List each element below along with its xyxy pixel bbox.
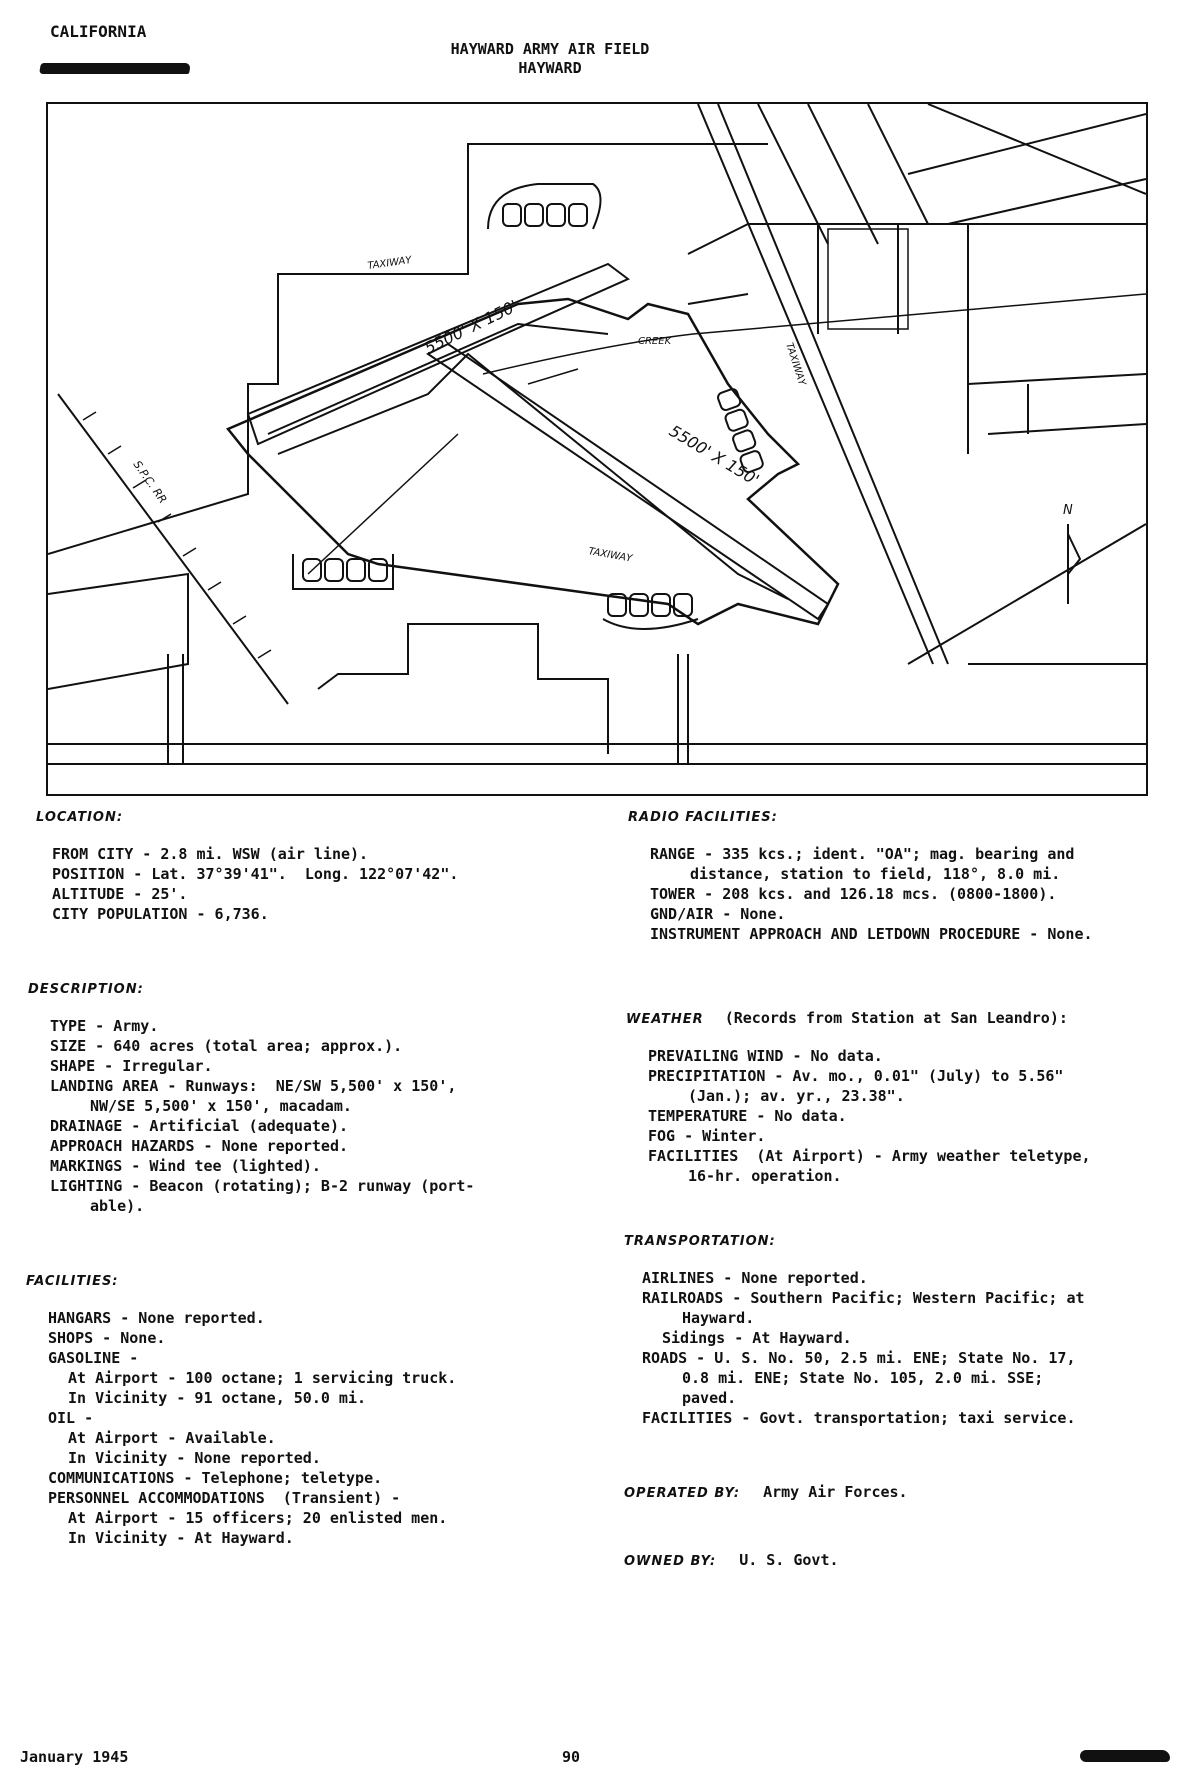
street-grid	[688, 104, 1146, 664]
weather-line: FOG - Winter.	[648, 1127, 766, 1145]
radio-line: INSTRUMENT APPROACH AND LETDOWN PROCEDURE - None.	[650, 925, 1093, 943]
page-title	[350, 40, 750, 78]
description-line: SIZE - 640 acres (total area; approx.).	[50, 1037, 403, 1055]
operated-value: Army Air Forces.	[763, 1483, 908, 1501]
radio-heading: RADIO FACILITIES:	[628, 810, 778, 825]
airfield-pavement	[228, 299, 838, 624]
transportation-line: Sidings - At Hayward.	[662, 1329, 852, 1347]
description-section	[28, 980, 588, 1216]
radio-section	[628, 808, 1188, 944]
transportation-line: FACILITIES - Govt. transportation; taxi service.	[642, 1409, 1076, 1427]
title-city: HAYWARD	[518, 59, 582, 77]
footer-date: January 1945	[20, 1748, 129, 1766]
operated-label: OPERATED BY:	[624, 1486, 741, 1501]
location-section	[28, 808, 588, 924]
field-boundary-south	[318, 624, 608, 754]
hardstands-south	[603, 594, 698, 629]
weather-line: FACILITIES (At Airport) - Army weather teletype,	[648, 1147, 1091, 1165]
description-line: able).	[90, 1197, 145, 1215]
transportation-line: paved.	[682, 1389, 737, 1407]
radio-line: RANGE - 335 kcs.; ident. "OA"; mag. bearing and	[650, 845, 1075, 863]
page-number: 90	[562, 1748, 581, 1766]
facilities-line: In Vicinity - None reported.	[68, 1449, 321, 1467]
weather-note: (Records from Station at San Leandro):	[724, 1009, 1068, 1027]
description-line: TYPE - Army.	[50, 1017, 159, 1035]
facilities-line: At Airport - Available.	[68, 1429, 276, 1447]
facilities-line: GASOLINE -	[48, 1349, 139, 1367]
facilities-line: SHOPS - None.	[48, 1329, 166, 1347]
weather-line: PREVAILING WIND - No data.	[648, 1047, 883, 1065]
owned-label: OWNED BY:	[624, 1554, 717, 1569]
transportation-section	[624, 1232, 1184, 1428]
creek-line	[483, 294, 1146, 374]
runway-label-1: 5500' X 150'	[421, 296, 521, 358]
facilities-line: PERSONNEL ACCOMMODATIONS (Transient) -	[48, 1489, 401, 1507]
transportation-line: ROADS - U. S. No. 50, 2.5 mi. ENE; State No. 17,	[642, 1349, 1076, 1367]
operated-by	[624, 1482, 1184, 1504]
description-line: LANDING AREA - Runways: NE/SW 5,500' x 150',	[50, 1077, 457, 1095]
location-line: CITY POPULATION - 6,736.	[52, 905, 269, 923]
hardstands-southwest	[293, 554, 393, 589]
facilities-heading: FACILITIES:	[26, 1274, 119, 1289]
transportation-line: 0.8 mi. ENE; State No. 105, 2.0 mi. SSE;	[682, 1369, 1044, 1387]
facilities-line: OIL -	[48, 1409, 94, 1427]
taxiway-label-south: TAXIWAY	[587, 546, 633, 565]
taxiway-label-east: TAXIWAY	[783, 341, 808, 387]
radio-line: GND/AIR - None.	[650, 905, 786, 923]
facilities-line: At Airport - 100 octane; 1 servicing truck.	[68, 1369, 457, 1387]
north-arrow-label: N	[1063, 503, 1073, 518]
creek-label: CREEK	[638, 336, 672, 347]
transportation-line: RAILROADS - Southern Pacific; Western Pacific; at	[642, 1289, 1085, 1307]
building-block	[828, 229, 908, 329]
weather-line: 16-hr. operation.	[688, 1167, 842, 1185]
facilities-line: In Vicinity - At Hayward.	[68, 1529, 294, 1547]
redaction-stamp-bottom	[1080, 1750, 1170, 1762]
description-line: SHAPE - Irregular.	[50, 1057, 213, 1075]
radio-line: TOWER - 208 kcs. and 126.18 mcs. (0800-1800).	[650, 885, 1057, 903]
redaction-stamp	[39, 63, 191, 74]
location-line: ALTITUDE - 25'.	[52, 885, 188, 903]
weather-line: TEMPERATURE - No data.	[648, 1107, 847, 1125]
owned-value: U. S. Govt.	[739, 1551, 839, 1569]
railroad-label: S.P.C. RR	[130, 458, 170, 506]
location-heading: LOCATION:	[36, 810, 124, 825]
facilities-line: At Airport - 15 officers; 20 enlisted men.	[68, 1509, 448, 1527]
description-line: APPROACH HAZARDS - None reported.	[50, 1137, 349, 1155]
transportation-heading: TRANSPORTATION:	[624, 1234, 776, 1249]
facilities-line: HANGARS - None reported.	[48, 1309, 265, 1327]
facilities-line: COMMUNICATIONS - Telephone; teletype.	[48, 1469, 383, 1487]
airfield-map	[46, 102, 1148, 796]
facilities-section	[26, 1272, 586, 1548]
weather-line: (Jan.); av. yr., 23.38".	[688, 1087, 905, 1105]
railroad-line	[58, 394, 288, 704]
location-line: FROM CITY - 2.8 mi. WSW (air line).	[52, 845, 369, 863]
transportation-line: AIRLINES - None reported.	[642, 1269, 868, 1287]
weather-heading: WEATHER	[626, 1012, 704, 1027]
description-line: NW/SE 5,500' x 150', macadam.	[90, 1097, 352, 1115]
title-airfield: HAYWARD ARMY AIR FIELD	[450, 40, 650, 58]
taxiway-label-north: TAXIWAY	[366, 254, 413, 272]
weather-line: PRECIPITATION - Av. mo., 0.01" (July) to 5.56"	[648, 1067, 1064, 1085]
facilities-line: In Vicinity - 91 octane, 50.0 mi.	[68, 1389, 367, 1407]
airfield-map-drawing	[48, 104, 1146, 794]
description-line: DRAINAGE - Artificial (adequate).	[50, 1117, 349, 1135]
weather-section	[626, 1008, 1186, 1186]
description-line: MARKINGS - Wind tee (lighted).	[50, 1157, 321, 1175]
runway-label-2: 5500' X 150'	[665, 421, 763, 490]
description-line: LIGHTING - Beacon (rotating); B-2 runway (port-	[50, 1177, 475, 1195]
owned-by	[624, 1550, 1184, 1572]
radio-line: distance, station to field, 118°, 8.0 mi.	[690, 865, 1061, 883]
description-heading: DESCRIPTION:	[28, 982, 144, 997]
location-line: POSITION - Lat. 37°39'41". Long. 122°07'42".	[52, 865, 459, 883]
transportation-line: Hayward.	[682, 1309, 755, 1327]
state-label: CALIFORNIA	[50, 22, 147, 41]
hardstands-north	[488, 184, 601, 229]
